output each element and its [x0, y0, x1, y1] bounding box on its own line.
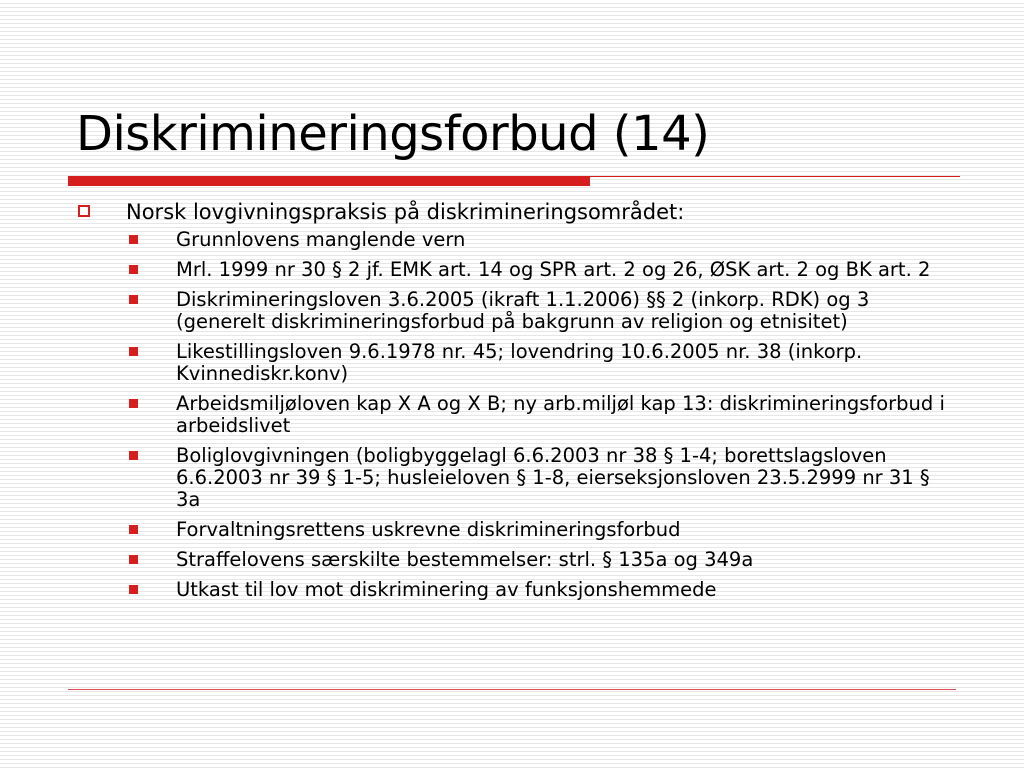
list-item-text: Grunnlovens manglende vern: [176, 228, 466, 251]
list-item-text: Utkast til lov mot diskriminering av funksjonshemmede: [176, 578, 717, 601]
main-bullet: [78, 198, 948, 226]
list-item-text: Forvaltningsrettens uskrevne diskrimineringsforbud: [176, 518, 681, 541]
list-item: [78, 519, 948, 541]
list-item: [78, 229, 948, 251]
list-item: [78, 289, 948, 333]
list-item-text: Diskrimineringsloven 3.6.2005 (ikraft 1.1.2006) §§ 2 (inkorp. RDK) og 3 (generelt diskrimineringsforbud på bakgrunn av religion og etnisitet): [176, 288, 870, 333]
slide-content: [78, 198, 948, 609]
filled-square-bullet-icon: [129, 235, 138, 244]
list-item-text: Likestillingsloven 9.6.1978 nr. 45; lovendring 10.6.2005 nr. 38 (inkorp. Kvinnediskr.konv): [176, 340, 863, 385]
list-item-text: Mrl. 1999 nr 30 § 2 jf. EMK art. 14 og SPR art. 2 og 26, ØSK art. 2 og BK art. 2: [176, 258, 931, 281]
filled-square-bullet-icon: [129, 451, 138, 460]
title-underline-thin: [590, 176, 960, 177]
filled-square-bullet-icon: [129, 585, 138, 594]
title-underline-thick: [68, 176, 590, 186]
filled-square-bullet-icon: [129, 525, 138, 534]
main-bullet-text: Norsk lovgivningspraksis på diskrimineringsområdet:: [126, 200, 685, 224]
list-item: [78, 393, 948, 437]
filled-square-bullet-icon: [129, 555, 138, 564]
list-item: [78, 341, 948, 385]
hollow-square-bullet-icon: [78, 205, 90, 217]
filled-square-bullet-icon: [129, 399, 138, 408]
slide-title: Diskrimineringsforbud (14): [76, 106, 710, 162]
list-item: [78, 579, 948, 601]
footer-divider: [68, 689, 956, 690]
list-item: [78, 259, 948, 281]
filled-square-bullet-icon: [129, 347, 138, 356]
filled-square-bullet-icon: [129, 295, 138, 304]
filled-square-bullet-icon: [129, 265, 138, 274]
sub-bullet-list: [78, 229, 948, 601]
list-item: [78, 549, 948, 571]
list-item-text: Arbeidsmiljøloven kap X A og X B; ny arb.miljøl kap 13: diskrimineringsforbud i arbeidslivet: [176, 392, 945, 437]
list-item-text: Straffelovens særskilte bestemmelser: strl. § 135a og 349a: [176, 548, 754, 571]
list-item: [78, 445, 948, 511]
list-item-text: Boliglovgivningen (boligbyggelagl 6.6.2003 nr 38 § 1-4; borettslagsloven 6.6.2003 nr 39 § 1-5; husleieloven § 1-8, eierseksjonsloven 23.5.2999 nr 31 § 3a: [176, 444, 930, 511]
